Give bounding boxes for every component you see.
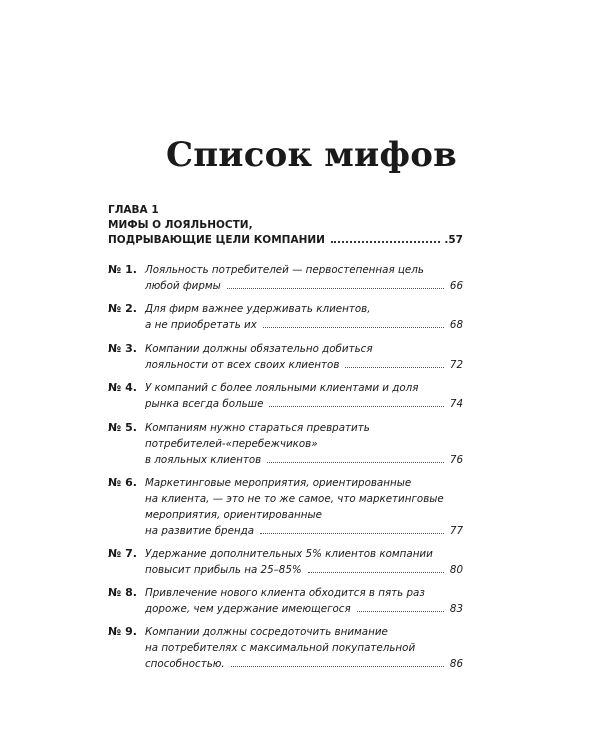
myth-entry (108, 585, 463, 617)
myth-line: на потребителях с максимальной покупательной (145, 642, 416, 654)
dot-leader (357, 611, 444, 612)
myth-line: любой фирмы (145, 280, 221, 292)
myth-entry (108, 341, 463, 373)
dot-leader (308, 572, 444, 573)
dot-leader (331, 241, 440, 243)
myth-line: Компании должны сосредоточить внимание (145, 626, 388, 638)
myth-page-number: 77 (449, 525, 463, 537)
myth-line: Лояльность потребителей — первостепенная цель (145, 264, 424, 276)
myth-line-with-page (145, 357, 463, 373)
dot-leader (227, 288, 444, 289)
myth-line: Компании должны обязательно добиться (145, 343, 373, 355)
myth-text (145, 475, 463, 539)
myth-page-number: 66 (449, 280, 463, 292)
myth-line: У компаний с более лояльными клиентами и доля (145, 382, 419, 394)
chapter-page-number: .57 (444, 234, 463, 246)
myth-line: Маркетинговые мероприятия, ориентированные (145, 477, 412, 489)
myth-number: № 7. (108, 547, 137, 560)
myth-entry (108, 420, 463, 468)
myth-number: № 8. (108, 586, 137, 599)
myth-text (145, 546, 463, 578)
myth-line: Удержание дополнительных 5% клиентов компании (145, 548, 433, 560)
myth-number: № 1. (108, 263, 137, 276)
myth-line: потребителей-«перебежчиков» (145, 438, 318, 450)
myth-text (145, 380, 463, 412)
dot-leader (345, 367, 443, 368)
dot-leader (263, 327, 444, 328)
myth-line: Компаниям нужно стараться превратить (145, 422, 370, 434)
myth-line: в лояльных клиентов (145, 454, 262, 466)
dot-leader (269, 406, 443, 407)
myth-line-with-page (145, 656, 463, 672)
myth-text (145, 624, 463, 672)
myth-line: Для фирм важнее удерживать клиентов, (145, 303, 371, 315)
myth-page-number: 72 (449, 359, 463, 371)
myth-number: № 5. (108, 421, 137, 434)
myth-line-with-page (145, 278, 463, 294)
myth-line: рынка всегда больше (145, 398, 264, 410)
chapter-line: МИФЫ О ЛОЯЛЬНОСТИ, (108, 219, 253, 231)
myth-page-number: 76 (449, 454, 463, 466)
dot-leader (231, 666, 444, 667)
myth-entry (108, 301, 463, 333)
myth-number: № 4. (108, 381, 137, 394)
dot-leader (267, 462, 444, 463)
myth-entry (108, 475, 463, 539)
myth-line: на клиента, — это не то же самое, что маркетинговые (145, 493, 444, 505)
myth-line: лояльности от всех своих клиентов (145, 359, 340, 371)
myth-page-number: 83 (449, 603, 463, 615)
myth-number: № 9. (108, 625, 137, 638)
myth-line: повысит прибыль на 25–85% (145, 564, 302, 576)
page-title: Список мифов (165, 135, 457, 175)
myth-text (145, 301, 463, 333)
myth-text (145, 420, 463, 468)
myth-line: на развитие бренда (145, 525, 255, 537)
myth-line: Привлечение нового клиента обходится в пять раз (145, 587, 425, 599)
myth-page-number: 80 (449, 564, 463, 576)
myth-entry (108, 262, 463, 294)
myth-page-number: 74 (449, 398, 463, 410)
chapter-line: ПОДРЫВАЮЩИЕ ЦЕЛИ КОМПАНИИ (108, 234, 325, 246)
myth-line: мероприятия, ориентированные (145, 509, 322, 521)
myth-number: № 2. (108, 302, 137, 315)
myth-line-with-page (145, 396, 463, 412)
myth-entry (108, 624, 463, 672)
myth-entry (108, 380, 463, 412)
myth-page-number: 86 (449, 658, 463, 670)
myth-line-with-page (145, 452, 463, 468)
myth-text (145, 262, 463, 294)
myth-line: дороже, чем удержание имеющегося (145, 603, 351, 615)
myth-text (145, 585, 463, 617)
chapter-line-with-page (108, 233, 463, 248)
myth-number: № 6. (108, 476, 137, 489)
myth-line-with-page (145, 562, 463, 578)
myth-line-with-page (145, 601, 463, 617)
chapter-line: ГЛАВА 1 (108, 204, 159, 216)
dot-leader (260, 533, 444, 534)
chapter-heading (108, 203, 463, 248)
myth-text (145, 341, 463, 373)
myth-page-number: 68 (449, 319, 463, 331)
myth-entry (108, 546, 463, 578)
myth-line-with-page (145, 523, 463, 539)
myth-line: а не приобретать их (145, 319, 257, 331)
myth-line-with-page (145, 317, 463, 333)
myth-number: № 3. (108, 342, 137, 355)
myth-line: способностью. (145, 658, 225, 670)
